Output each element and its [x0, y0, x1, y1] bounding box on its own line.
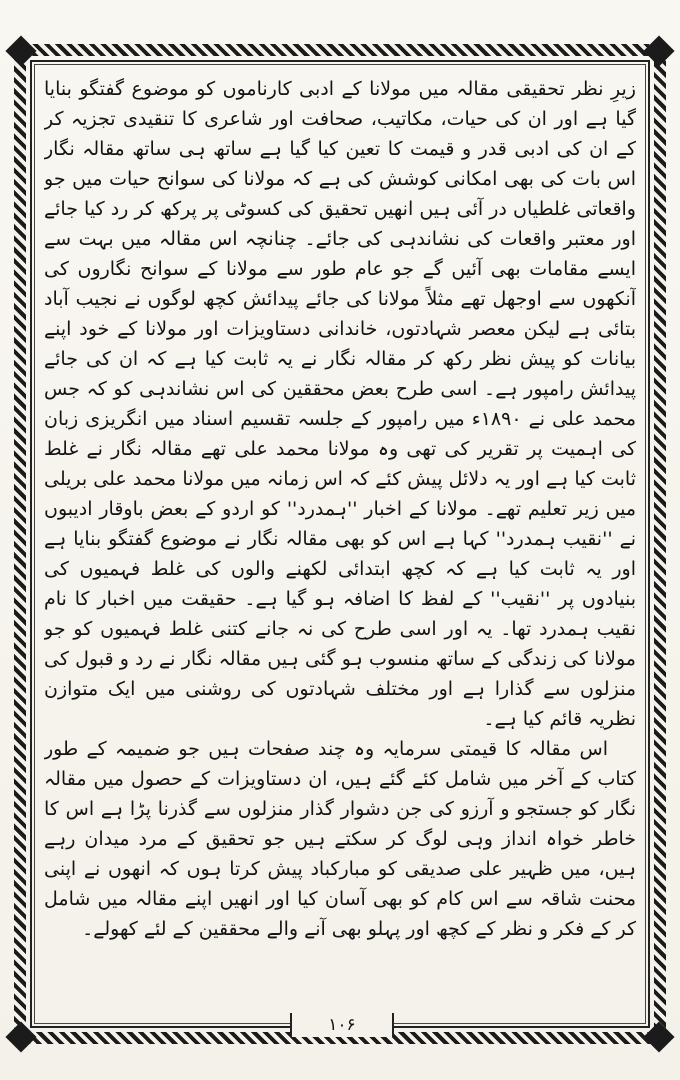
paragraph-1: زیرِ نظر تحقیقی مقالہ میں مولانا کے ادبی کارناموں کو موضوع گفتگو بنایا گیا ہے اور ان کی حیات، مکاتیب، صحافت اور شاعری کا تنقیدی تجزیہ کر کے ان کی ادبی قدر و قیمت کا تعین کیا گیا ہے ساتھ ہی ساتھ مقالہ نگار اس بات کی بھی امکانی کوشش کی ہے کہ مولانا کی سوانح حیات میں جو واقعاتی غلطیاں در آئی ہیں انھیں تحقیق کی کسوٹی پر پرکھ کر رد کیا جائے اور معتبر واقعات کی نشاندہی کی جائے۔ چنانچہ اس مقالہ میں بہت سے ایسے مقامات بھی آئیں گے جو عام طور سے مولانا کے سوانح نگاروں کی آنکھوں سے اوجھل تھے مثلاً مولانا کی جائے پیدائش کچھ لوگوں نے نجیب آباد بتائی ہے لیکن معصر شہادتوں، خاندانی دستاویزات اور مولانا کے خود اپنے بیانات کو پیش نظر رکھ کر مقالہ نگار نے یہ ثابت کیا ہے کہ ان کی جائے پیدائش رامپور ہے۔ اسی طرح بعض محققین کی اس نشاندہی کو کہ جس محمد علی نے ۱۸۹۰ء میں رامپور کے جلسہ تقسیم اسناد میں انگریزی زبان کی اہمیت پر تقریر کی تھی وہ مولانا محمد علی تھے مقالہ نگار نے غلط ثابت کیا ہے اور یہ دلائل پیش کئے کہ اس زمانہ میں مولانا محمد علی بریلی میں زیر تعلیم تھے۔ مولانا کے اخبار ''ہمدرد'' کو اردو کے بعض باوقار ادیبوں نے ''نقیب ہمدرد'' کہا ہے اس کو بھی مقالہ نگار نے موضوع گفتگو بنایا ہے اور یہ ثابت کیا ہے کہ کچھ ابتدائی لکھنے والوں کی غلط فہمیوں کی بنیادوں پر ''نقیب'' کے لفظ کا اضافہ ہو گیا ہے۔ حقیقت میں اخبار کا نام نقیب ہمدرد تھا۔ یہ اور اسی طرح کی نہ جانے کتنی غلط فہمیوں کو جو مولانا کی زندگی کے ساتھ منسوب ہو گئی ہیں مقالہ نگار نے رد و قبول کی منزلوں سے گذارا ہے اور مختلف شہادتوں کی روشنی میں ایک متوازن نظریہ قائم کیا ہے۔ — [44, 78, 636, 730]
page-text — [44, 74, 636, 994]
page-number: ۱۰۶ — [290, 1013, 394, 1037]
paragraph-2: اس مقالہ کا قیمتی سرمایہ وہ چند صفحات ہیں جو ضمیمہ کے طور کتاب کے آخر میں شامل کئے گئے ہیں، ان دستاویزات کے حصول میں مقالہ نگار کو جستجو و آرزو کی جن دشوار گذار منزلوں سے گذرنا پڑا ہے اس کا خاطر خواہ انداز وہی لوگ کر سکتے ہیں جو تحقیق کے مرد میدان رہے ہیں، میں ظہیر علی صدیقی کو مبارکباد پیش کرتا ہوں کہ انھوں نے اپنی محنت شاقہ سے اس کام کو بھی آسان کیا اور انھیں اپنے مقالہ میں شامل کر کے فکر و نظر کے کچھ اور پہلو بھی آنے والے محققین کے لئے کھولے۔ — [44, 738, 636, 940]
